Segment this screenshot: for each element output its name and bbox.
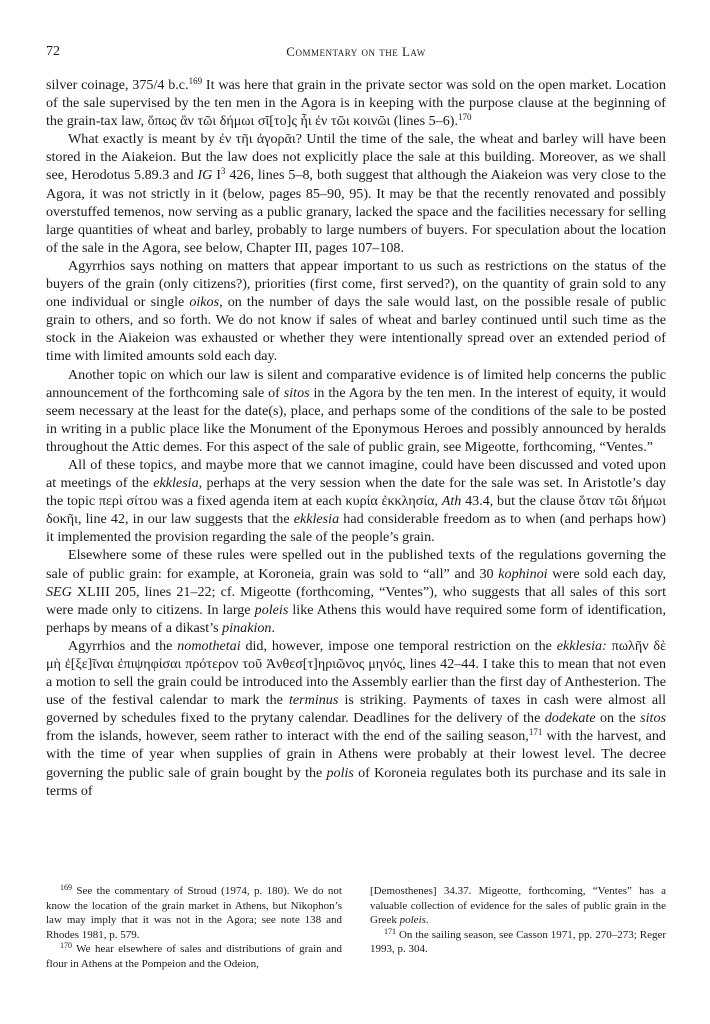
paragraph: Agyrrhios and the nomothetai did, however, impose one temporal restriction on the ekklesia: πωλῆν δὲ μὴ ἐ[ξε]ῖναι ἐπιψηφίσαι πρότερον τοῦ Ἀνθεσ[τ]ηριῶνος μηνός, lines 42–44. I take this to mean that not even a motion to sell the grain could be introduced into the Assembly earlier than the first day of Anthesterion. The use of the festival calendar to mark the terminus is striking. Payments of taxes in cash were almost all governed by schedules fixed to the prytany calendar. Deadlines for the delivery of the dodekate on the sitos from the islands, however, seem rather to interact with the end of the sailing season,$^{171}$ with the harvest, and with the time of year when supplies of grain in Athens were probably at their lowest level. The decree governing the public sale of grain bought by the polis of Koroneia regulates both its purchase and its sale in terms of [46, 637, 667, 799]
paragraph: Another topic on which our law is silent and comparative evidence is of limited help concerns the public announcement of the forthcoming sale of sitos in the Agora by the ten men. In the interest of equity, it would seem necessary at the least for the date(s), place, and perhaps some of the conditions of the sale to be posted in writing in a public place like the Monument of the Eponymous Heroes and possibly announced by heralds throughout the Attic demes. For this aspect of the sale of public grain, see Migeotte, forthcoming, “Ventes.” [46, 366, 666, 455]
page-header [46, 44, 666, 62]
footnote-170-continued: [Demosthenes] 34.37. Migeotte, forthcoming, “Ventes” has a valuable collection of evidence for the sales of public grain in the Greek poleis. [370, 885, 666, 927]
document-page [46, 0, 666, 1024]
footnote-170: $^{170}$ We hear elsewhere of sales and distributions of grain and flour in Athens at the Pompeion and the Odeion, [46, 941, 342, 970]
paragraph: Agyrrhios says nothing on matters that appear important to us such as restrictions on the status of the buyers of the grain (only citizens?), priorities (first come, first served?), on the quantity of grain sold to any one individual or single oikos, on the number of days the sale would last, on the possible resale of public grain to others, and so forth. We do not know if sales of wheat and barley continued until such time as the stock in the Aiakeion was exhausted or whether they were intentionally spread over an extended period of time with limited amounts sold each day. [46, 257, 666, 365]
running-head: Commentary on the Law [286, 44, 426, 59]
paragraph: Elsewhere some of these rules were spelled out in the published texts of the regulations governing the sale of public grain: for example, at Koroneia, grain was sold to “all” and 30 kophinoi were sold each day, SEG XLIII 205, lines 21–22; cf. Migeotte (forthcoming, “Ventes”), who suggests that all sales of this sort were made only to citizens. In large poleis like Athens this would have required some form of identification, perhaps by means of a dikast’s pinakion. [46, 547, 666, 636]
footnote-171: $^{171}$ On the sailing season, see Casson 1971, pp. 270–273; Reger 1993, p. 304. [370, 926, 666, 956]
footnote-169: $^{169}$ See the commentary of Stroud (1974, p. 180). We do not know the location of the grain market in Athens, but Nikophon’s law may imply that it was not in the Agora; see note 138 and Rhodes 1981, p. 579. [46, 883, 342, 941]
paragraph: silver coinage, 375/4 b.c.$^{169}$ It was here that grain in the private sector was sold on the open market. Location of the sale supervised by the ten men in the Agora is in keeping with the purpose clause at the beginning of the grain-tax law, ὅπως ἂν τῶι δήμωι σῖ[το]ς ἧι ἐν τῶι κοινῶι (lines 5–6).$^{170}$ [46, 76, 666, 130]
footnotes-left-column [46, 884, 342, 972]
paragraph: All of these topics, and maybe more that we cannot imagine, could have been discussed and voted upon at meetings of the ekklesia, perhaps at the very session when the date for the sale was set. In Aristotle’s day the topic περὶ σίτου was a fixed agenda item at each κυρία ἐκκλησία, Ath 43.4, but the clause ὅταν τῶι δήμωι δοκῆι, line 42, in our law suggests that the ekklesia had considerable freedom as to when (and perhaps how) it implemented the provision regarding the sale of the people’s grain. [46, 456, 666, 546]
body-text [46, 76, 666, 800]
paragraph: What exactly is meant by ἐν τῆι ἀγορᾶι? Until the time of the sale, the wheat and barley will have been stored in the Aiakeion. But the law does not explicitly place the sale at this building. Moreover, as we shall see, Herodotus 5.89.3 and IG $I^3$ 426, lines 5–8, both suggest that although the Aiakeion was very close to the Agora, it was not strictly in it (below, pages 85–90, 95). It may be that the recently renovated and possibly overstuffed temenos, now serving as a public granary, lacked the space and the facilities necessary for selling large quantities of wheat and barley, probably to large numbers of buyers. For speculation about the location of the sale in the Agora, see below, Chapter III, pages 107–108. [46, 131, 666, 256]
page-number: 72 [46, 44, 60, 59]
footnotes-right-column [370, 884, 666, 957]
